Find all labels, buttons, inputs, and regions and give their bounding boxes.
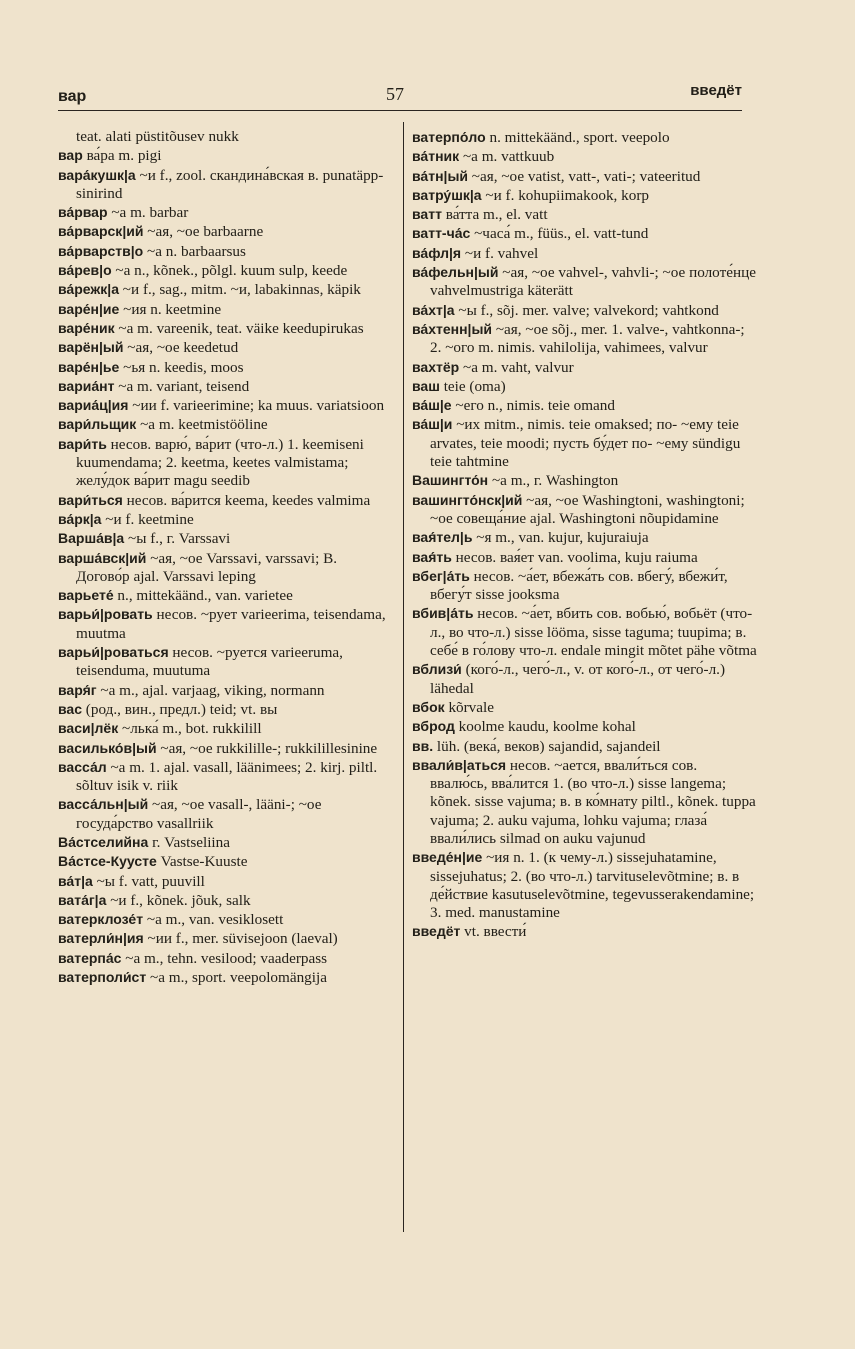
dictionary-entry: [58, 586, 394, 605]
dictionary-entry: [58, 128, 394, 146]
entry-definition: ~а n., kõnek., põlgl. kuum sulp, keede: [111, 262, 348, 280]
entry-definition: ~ы f., г. Varssavi: [124, 530, 231, 548]
entry-definition: teat. alati püstitõusev nukk: [76, 128, 239, 145]
entry-headword: вброд: [412, 718, 455, 735]
entry-headword: Ва́стсе-Куусте: [58, 853, 157, 870]
entry-definition: ~ы f., sõj. mer. valve; valvekord; vahtkond: [454, 301, 719, 319]
entry-headword: варе́н|ье: [58, 358, 120, 375]
entry-headword: ватерполи́ст: [58, 969, 147, 986]
entry-definition: несов. ~рует varieerima, teisendama, muutma: [76, 606, 386, 642]
dictionary-entry: [58, 415, 394, 434]
dictionary-entry: [58, 146, 394, 165]
dictionary-entry: [412, 756, 757, 848]
entry-definition: ~ья n. keedis, moos: [119, 358, 244, 376]
entry-headword: вар: [58, 147, 83, 164]
entry-headword: ва́хтенн|ый: [412, 320, 493, 337]
entry-definition: ~их mitm., nimis. teie omaksed; по- ~ему teie arvates, teie moodi; пусть бу́дет по- ~ему sündigu teie tahtmine: [430, 416, 741, 471]
dictionary-entry: [412, 471, 757, 490]
entry-headword: ва́рев|о: [58, 262, 112, 279]
entry-definition: n., mittekäänd., van. varietee: [113, 587, 293, 605]
entry-definition: ~ии f., mer. süvisejoon (laeval): [143, 930, 338, 948]
entry-definition: ~часа́ m., füüs., el. vatt-tund: [470, 225, 649, 243]
dictionary-entry: [58, 968, 394, 987]
entry-definition: lüh. (века́, веков) sajandid, sajandeil: [433, 737, 661, 755]
entry-definition: vt. ввести́: [460, 923, 527, 941]
dictionary-entry: [58, 491, 394, 510]
entry-definition: ~и f., zool. скандина́вская в. punatäpp-sinirind: [76, 166, 384, 202]
dictionary-entry: [412, 698, 757, 717]
entry-definition: (кого́-л., чего́-л., v. от кого́-л., от чего́-л.) lähedal: [430, 661, 726, 697]
dictionary-entry: [58, 280, 394, 299]
entry-headword: вблизи́: [412, 661, 462, 678]
entry-definition: ва́ра m. pigi: [82, 147, 162, 165]
entry-definition: ~ая, ~ое vatist, vatt-, vati-; vateeritud: [468, 167, 701, 185]
dictionary-entry: [412, 205, 757, 224]
entry-headword: ва́рварск|ий: [58, 223, 144, 240]
entry-definition: ~и f. keetmine: [101, 510, 194, 528]
dictionary-entry: [58, 833, 394, 852]
entry-headword: вари́ть: [58, 435, 107, 452]
entry-headword: ва́тник: [412, 148, 460, 165]
dictionary-entry: [58, 166, 394, 204]
entry-headword: ва́хт|а: [412, 301, 455, 318]
entry-headword: Ва́стселийна: [58, 833, 149, 850]
entry-definition: ~его n., nimis. teie omand: [451, 397, 615, 415]
dictionary-entry: [412, 922, 757, 941]
entry-headword: варьи́|роваться: [58, 644, 169, 661]
entry-definition: (род., вин., предл.) teid; vt. вы: [82, 700, 278, 718]
entry-headword: вбив|а́ть: [412, 605, 474, 622]
dictionary-entry: [58, 396, 394, 415]
dictionary-entry: [412, 717, 757, 736]
entry-definition: несов. ва́рится keema, keedes valmima: [122, 491, 371, 509]
entry-headword: вари́ться: [58, 491, 123, 508]
entry-headword: ватерклозе́т: [58, 911, 144, 928]
entry-headword: варе́ник: [58, 319, 115, 336]
entry-definition: kõrvale: [444, 698, 494, 716]
entry-headword: ваш: [412, 377, 440, 394]
dictionary-entry: [58, 319, 394, 338]
entry-headword: вас: [58, 700, 82, 717]
entry-definition: ~ая, ~ое vasall-, lääni-; ~ое госуда́рство vasallriik: [76, 796, 322, 832]
entry-headword: ватру́шк|а: [412, 186, 482, 203]
dictionary-entry: [58, 891, 394, 910]
entry-headword: ватт: [412, 206, 442, 223]
entry-headword: ва́рвар: [58, 204, 108, 221]
entry-definition: несов. ~ается, ввали́ться сов. ввалю́сь, вва́лится 1. (во что-л.) sisse langema; kõnek. sisse vajuma; в. в ко́мнату piltl., kõnek. tuppa vajuma; 2. auku vajuma, lohku vajuma; глаза́ ввали́лись silmad on auku vajunud: [430, 756, 756, 847]
entry-headword: ватт-ча́с: [412, 225, 471, 242]
entry-headword: ва́тн|ый: [412, 167, 468, 184]
dictionary-entry: [58, 929, 394, 948]
entry-definition: ~ая, ~ое vahvel-, vahvli-; ~ое полоте́нце vahvelmustriga käterätt: [430, 264, 756, 300]
entry-headword: варьете́: [58, 587, 114, 604]
entry-headword: ва́ш|е: [412, 397, 452, 414]
entry-definition: ~а m., van. vesiklosett: [143, 911, 284, 929]
dictionary-entry: [412, 604, 757, 660]
entry-definition: ~а m., tehn. vesilood; vaaderpass: [121, 949, 328, 967]
entry-definition: ~а m., г. Washington: [488, 472, 619, 490]
entry-definition: ~а n. barbaarsus: [143, 242, 246, 260]
dictionary-entry: [58, 261, 394, 280]
entry-headword: вариа́ц|ия: [58, 397, 129, 414]
dictionary-entry: [58, 377, 394, 396]
entry-definition: несов. ~а́ет, вбить сов. вобью́, вобьёт (что-л., во что-л.) sisse lööma, sisse taguma; tuupima; в. себе́ в го́лову что-л. endale mingit mõtet pähe võtma: [430, 605, 757, 660]
entry-headword: вари́льщик: [58, 416, 137, 433]
entry-headword: вахтёр: [412, 358, 460, 375]
entry-definition: ~ия n. keetmine: [119, 300, 222, 318]
entry-headword: вая́тел|ь: [412, 529, 473, 546]
entry-headword: ва́фл|я: [412, 244, 462, 261]
right-column: [412, 128, 757, 942]
dictionary-entry: [58, 242, 394, 261]
dictionary-entry: [412, 186, 757, 205]
entry-definition: ~а m. keetmistööline: [136, 416, 268, 434]
dictionary-entry: [58, 910, 394, 929]
entry-headword: василько́в|ый: [58, 739, 157, 756]
entry-definition: ~а m. vattkuub: [459, 148, 555, 166]
dictionary-entry: [412, 244, 757, 263]
page-header: [58, 82, 746, 112]
entry-headword: вв.: [412, 737, 434, 754]
entry-headword: васи|лёк: [58, 720, 119, 737]
entry-headword: ва́рварств|о: [58, 242, 144, 259]
entry-headword: введёт: [412, 923, 461, 940]
page-number: 57: [386, 84, 404, 104]
entry-headword: ва́т|а: [58, 872, 93, 889]
entry-definition: несов. вая́ет van. voolima, kuju raiuma: [451, 548, 698, 566]
entry-definition: Vastse-Kuuste: [156, 853, 248, 871]
entry-definition: ~лька́ m., bot. rukkilill: [118, 720, 262, 738]
entry-headword: вашингто́нск|ий: [412, 491, 523, 508]
entry-headword: варён|ый: [58, 339, 124, 356]
dictionary-entry: [412, 128, 757, 147]
dictionary-entry: [412, 167, 757, 186]
entry-definition: ~а m. variant, teisend: [114, 377, 250, 395]
entry-headword: варша́вск|ий: [58, 549, 147, 566]
dictionary-entry: [412, 528, 757, 547]
dictionary-entry: [58, 203, 394, 222]
entry-headword: введе́н|ие: [412, 849, 483, 866]
entry-definition: несов. ~а́ет, вбежа́ть сов. вбегу́, вбежи́т, вбегу́т sisse jooksma: [430, 567, 728, 604]
entry-definition: ~ы f. vatt, puuvill: [92, 872, 205, 890]
header-right-guide-word: введёт: [690, 82, 742, 99]
entry-headword: ва́фельн|ый: [412, 264, 499, 281]
entry-definition: ~ая, ~ое rukkilille-; rukkilillesinine: [156, 739, 378, 757]
dictionary-entry: [412, 415, 757, 471]
dictionary-entry: [412, 358, 757, 377]
entry-headword: вариа́нт: [58, 377, 115, 394]
header-left-guide-word: вар: [58, 88, 87, 105]
dictionary-entry: [412, 224, 757, 243]
dictionary-entry: [58, 852, 394, 871]
entry-headword: варе́н|ие: [58, 300, 120, 317]
dictionary-entry: [58, 529, 394, 548]
entry-headword: вата́г|а: [58, 891, 107, 908]
dictionary-entry: [58, 700, 394, 719]
dictionary-entry: [58, 435, 394, 491]
entry-headword: васса́льн|ый: [58, 796, 149, 813]
dictionary-entry: [58, 300, 394, 319]
dictionary-entry: [58, 872, 394, 891]
entry-definition: ~а m. 1. ajal. vasall, läänimees; 2. kirj. piltl. sõltuv isik v. riik: [76, 758, 378, 795]
dictionary-entry: [412, 301, 757, 320]
entry-definition: ~а m., sport. veepolomängija: [146, 969, 327, 987]
entry-definition: ~а m. barbar: [107, 204, 189, 222]
dictionary-entry: [412, 660, 757, 698]
entry-headword: Варша́в|а: [58, 530, 125, 547]
dictionary-entry: [412, 147, 757, 166]
entry-definition: n. mittekäänd., sport. veepolo: [485, 129, 670, 146]
header-rule: [58, 110, 742, 111]
dictionary-entry: [412, 396, 757, 415]
entry-headword: ва́рк|а: [58, 510, 102, 527]
entry-headword: варя́г: [58, 681, 97, 698]
entry-headword: ватерпа́с: [58, 949, 122, 966]
dictionary-entry: [58, 719, 394, 738]
entry-headword: ватерли́н|ия: [58, 930, 144, 947]
entry-definition: ~и f., kõnek. jõuk, salk: [106, 891, 251, 909]
dictionary-entry: [412, 377, 757, 396]
dictionary-entry: [412, 848, 757, 922]
entry-definition: ~а m. vaht, valvur: [459, 358, 574, 376]
dictionary-entry: [412, 491, 757, 529]
dictionary-entry: [58, 739, 394, 758]
left-column: [58, 128, 394, 987]
column-divider: [403, 122, 404, 1232]
dictionary-entry: [58, 510, 394, 529]
entry-headword: ва́режк|а: [58, 281, 119, 298]
dictionary-entry: [58, 681, 394, 700]
entry-definition: ~а m. vareenik, teat. väike keedupirukas: [114, 319, 364, 337]
entry-definition: ва́тта m., el. vatt: [441, 206, 548, 224]
dictionary-entry: [58, 338, 394, 357]
entry-headword: вара́кушк|а: [58, 166, 136, 183]
entry-definition: ~ая, ~ое keedetud: [123, 339, 239, 357]
entry-definition: ~ая, ~ое barbaarne: [143, 223, 264, 241]
entry-definition: ~ая, ~ое sõj., mer. 1. valve-, vahtkonna-; 2. ~ого m. nimis. vahilolija, vahimees, valvur: [430, 320, 745, 357]
entry-definition: ~ии f. varieerimine; ka muus. variatsioon: [128, 397, 385, 415]
entry-headword: васса́л: [58, 758, 107, 775]
entry-headword: варьи́|ровать: [58, 606, 153, 623]
dictionary-entry: [58, 549, 394, 587]
dictionary-entry: [58, 643, 394, 681]
dictionary-entry: [58, 949, 394, 968]
dictionary-entry: [58, 358, 394, 377]
entry-definition: koolme kaudu, koolme kohal: [454, 718, 636, 736]
dictionary-entry: [412, 320, 757, 358]
dictionary-entry: [412, 548, 757, 567]
entry-headword: вбок: [412, 698, 445, 715]
entry-definition: ~и f. vahvel: [461, 244, 539, 262]
entry-definition: несов. варю́, ва́рит (что-л.) 1. keemiseni kuumendama; 2. keetma, keetes valmistama; желу́док ва́рит magu seedib: [76, 435, 364, 490]
entry-definition: teie (oma): [439, 377, 506, 395]
entry-headword: ввали́в|аться: [412, 756, 507, 773]
dictionary-entry: [412, 567, 757, 605]
entry-definition: ~ая, ~ое Varssavi, varssavi; В. Догово́р ajal. Varssavi leping: [76, 549, 338, 585]
entry-headword: вбег|а́ть: [412, 567, 470, 584]
entry-definition: ~ия n. 1. (к чему-л.) sissejuhatamine, sissejuhatus; 2. (во что-л.) tarvituselevõtmine; в. в де́йствие kasutuselevõtmine, tegevusserakendamine; 3. med. manustamine: [430, 849, 755, 922]
dictionary-entry: [58, 758, 394, 796]
entry-definition: ~и f. kohupiimakook, korp: [481, 186, 649, 204]
entry-headword: Вашингто́н: [412, 472, 489, 489]
entry-headword: вая́ть: [412, 548, 452, 565]
dictionary-entry: [412, 263, 757, 301]
entry-definition: ~я m., van. kujur, kujuraiuja: [472, 529, 649, 547]
entry-definition: г. Vastseliina: [148, 833, 230, 851]
entry-headword: ватерпо́ло: [412, 129, 486, 145]
entry-definition: ~а m., ajal. varjaag, viking, normann: [96, 681, 325, 699]
dictionary-entry: [412, 737, 757, 756]
entry-definition: ~ая, ~ое Washingtoni, washingtoni; ~ое совеща́ние ajal. Washingtoni nõupidamine: [430, 491, 745, 527]
dictionary-entry: [58, 222, 394, 241]
entry-definition: несов. ~руется varieeruma, teisenduma, muutuma: [76, 644, 343, 680]
dictionary-entry: [58, 605, 394, 643]
dictionary-entry: [58, 795, 394, 833]
entry-definition: ~и f., sag., mitm. ~и, labakinnas, käpik: [119, 281, 361, 299]
entry-headword: ва́ш|и: [412, 416, 453, 433]
